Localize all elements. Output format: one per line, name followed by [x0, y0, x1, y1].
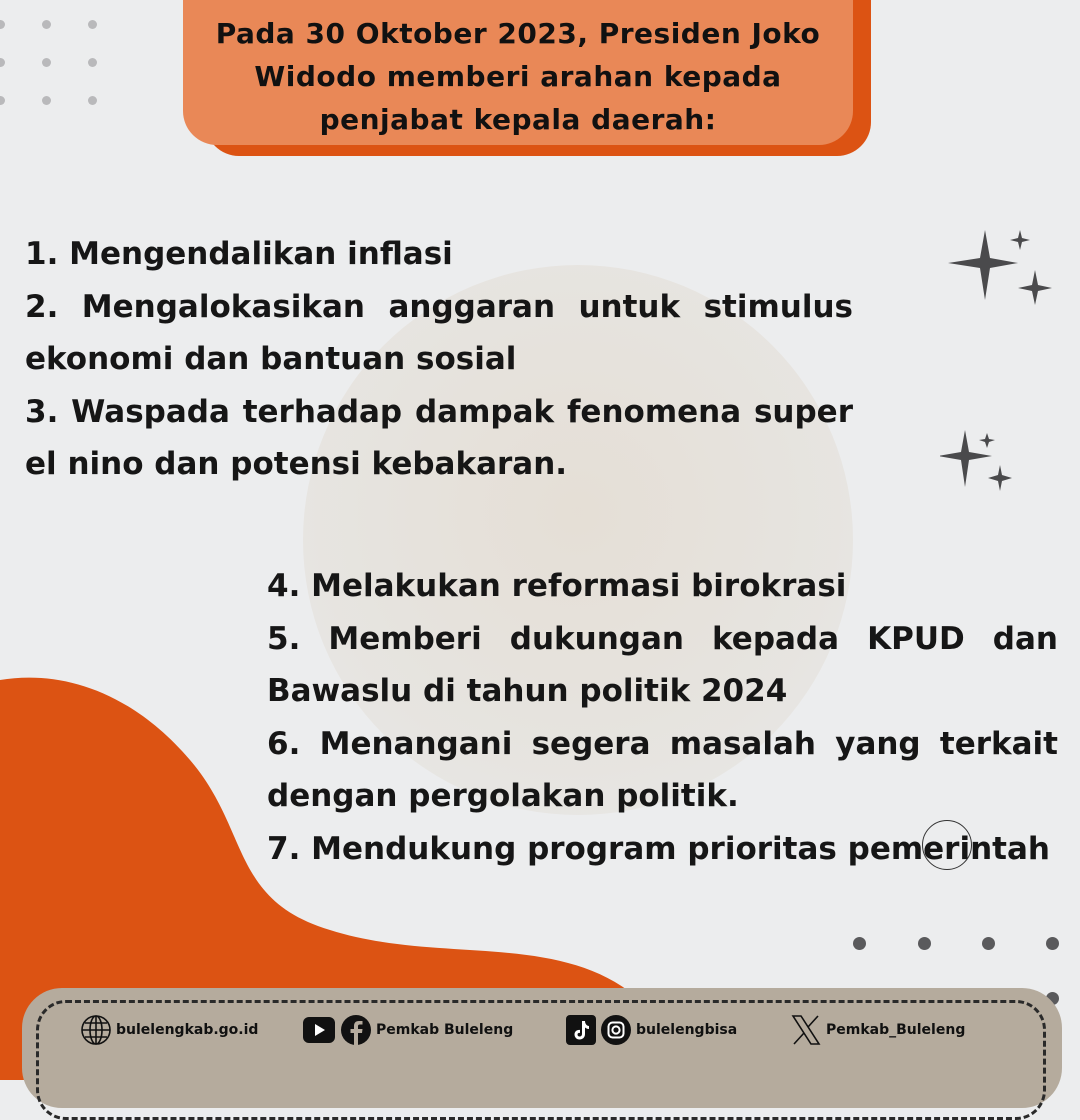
facebook-icon: [340, 1014, 372, 1046]
list-item: 2. Mengalokasikan anggaran untuk stimulus ekonomi dan bantuan sosial: [25, 288, 853, 377]
list-item: 5. Memberi dukungan kepada KPUD dan Bawaslu di tahun politik 2024: [267, 620, 1058, 709]
youtube-facebook-link[interactable]: [302, 1014, 513, 1046]
tiktok-icon: [566, 1014, 596, 1046]
circle-mark: [922, 820, 972, 870]
list-item: 6. Menangani segera masalah yang terkait dengan pergolakan politik.: [267, 725, 1058, 814]
globe-icon: [80, 1014, 112, 1046]
website-link[interactable]: [80, 1014, 258, 1046]
x-label: Pemkab_Buleleng: [826, 1022, 966, 1038]
x-link[interactable]: [790, 1014, 965, 1046]
list-item: 7. Mendukung program prioritas pemerintah: [267, 830, 1050, 867]
sparkle-icon: [940, 225, 1060, 495]
facebook-label: Pemkab Buleleng: [376, 1022, 514, 1038]
header-title: Pada 30 Oktober 2023, Presiden Joko Widodo memberi arahan kepada penjabat kepala daerah:: [215, 17, 821, 136]
list-item: 1. Mengendalikan inflasi: [25, 236, 453, 272]
list-item: 3. Waspada terhadap dampak fenomena super el nino dan potensi kebakaran.: [25, 393, 853, 482]
directive-list-left: [25, 228, 853, 491]
x-icon: [790, 1014, 822, 1046]
instagram-icon: [600, 1014, 632, 1046]
list-item: 4. Melakukan reformasi birokrasi: [267, 568, 847, 604]
instagram-label: bulelengbisa: [636, 1022, 738, 1038]
youtube-icon: [302, 1014, 336, 1046]
tiktok-instagram-link[interactable]: [566, 1014, 737, 1046]
website-label: bulelengkab.go.id: [116, 1022, 259, 1038]
